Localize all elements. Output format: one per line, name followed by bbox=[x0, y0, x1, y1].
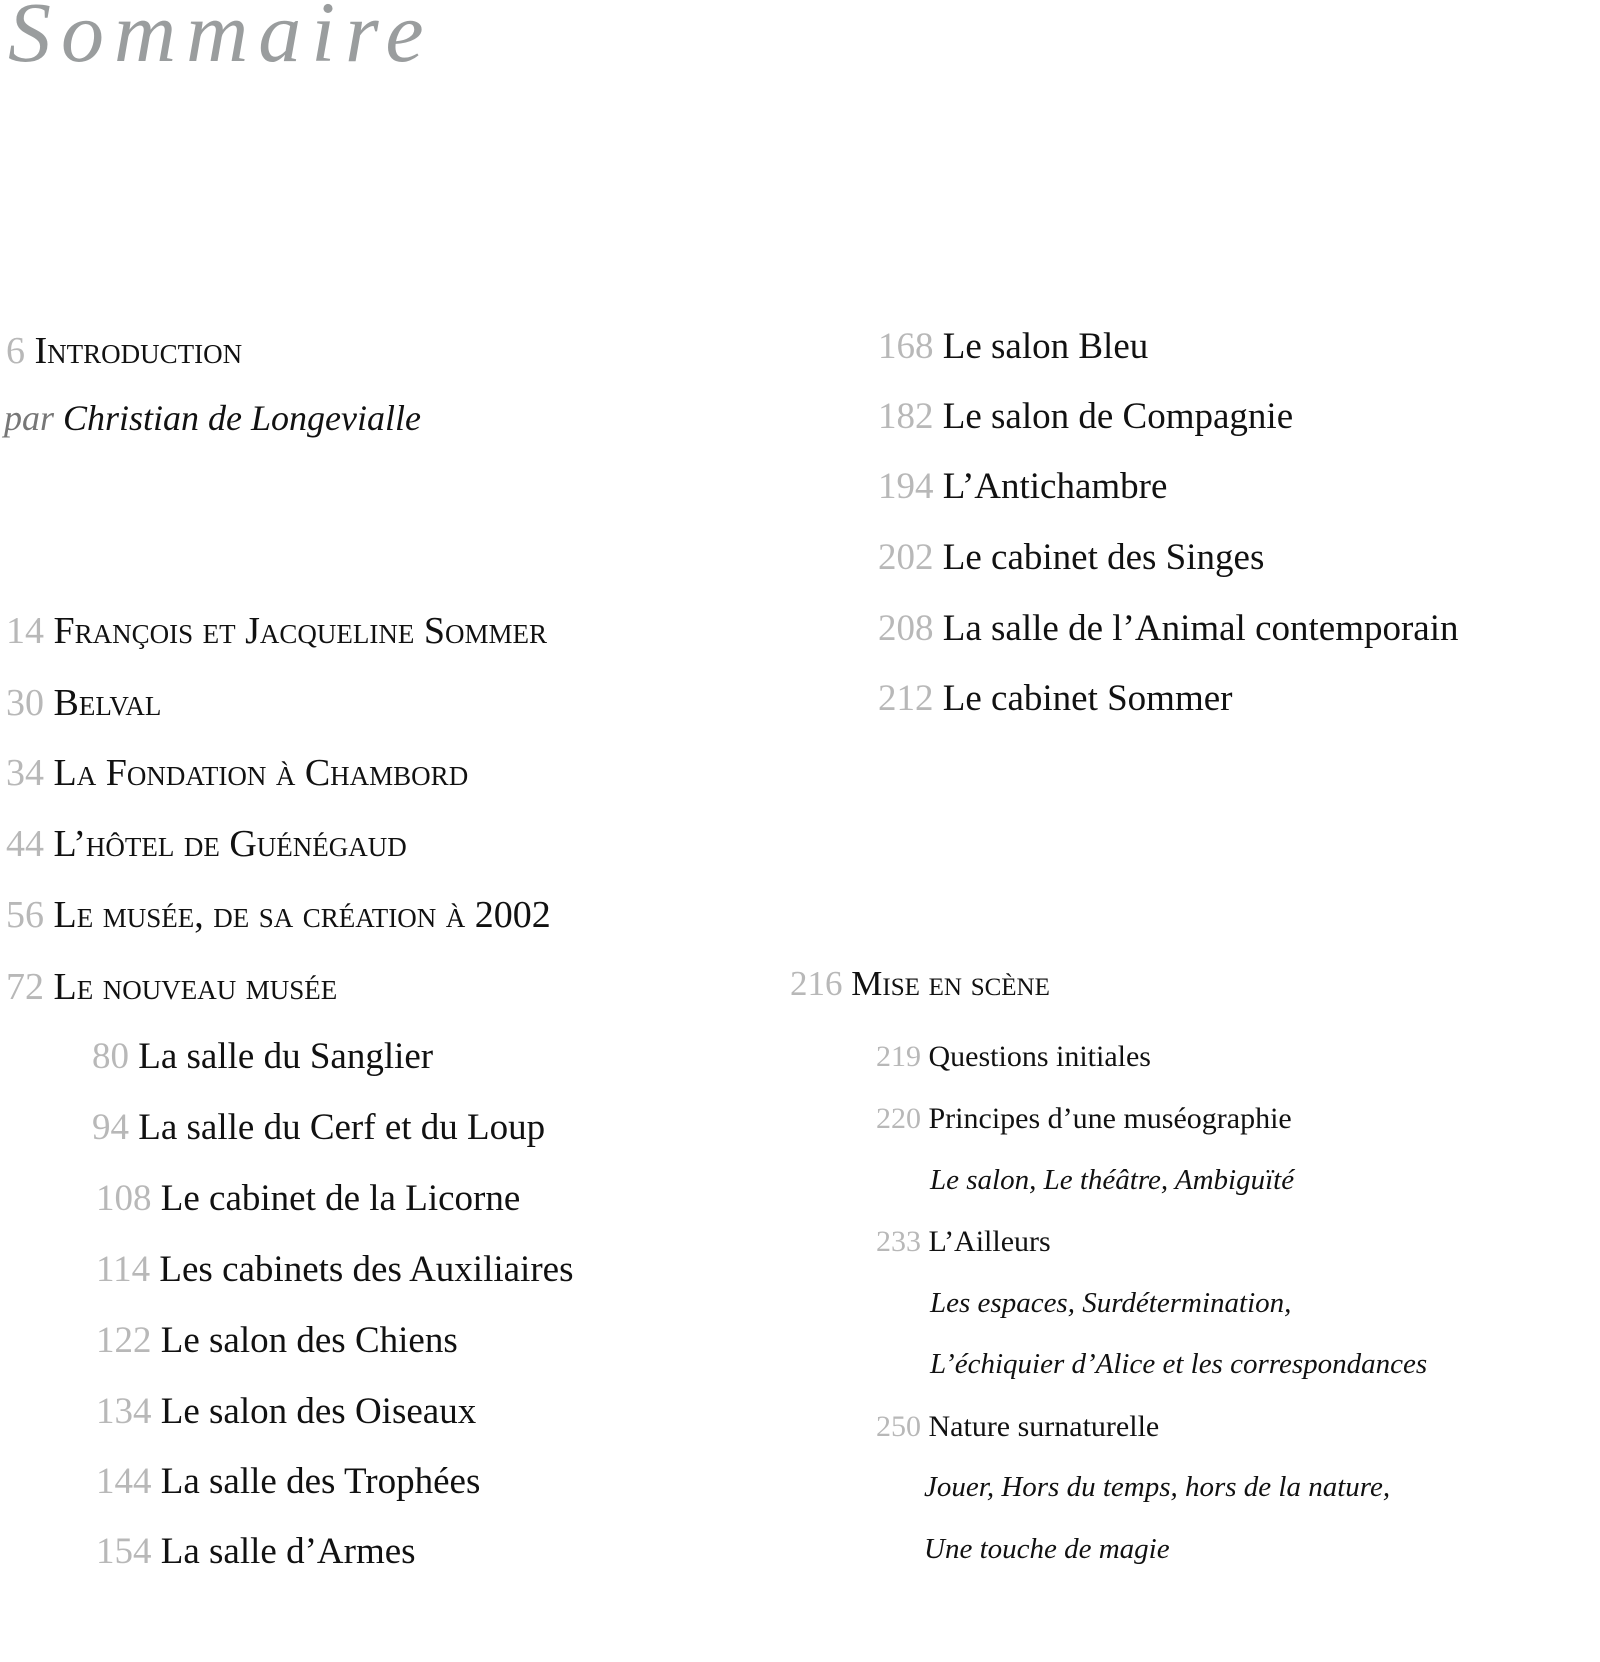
entry-label: Le musée, de sa création à 2002 bbox=[53, 894, 551, 936]
page-title: Sommaire bbox=[8, 0, 434, 80]
byline-prefix: par bbox=[4, 398, 55, 438]
page-number: 122 bbox=[96, 1320, 152, 1361]
toc-room[interactable] bbox=[96, 1393, 476, 1430]
entry-label: La salle du Cerf et du Loup bbox=[138, 1107, 546, 1148]
entry-label: La salle d’Armes bbox=[160, 1531, 416, 1572]
page-number: 208 bbox=[878, 608, 934, 649]
toc-section[interactable] bbox=[876, 1104, 1292, 1134]
toc-room[interactable] bbox=[96, 1251, 573, 1288]
page-number: 6 bbox=[6, 330, 25, 372]
entry-label: Le cabinet de la Licorne bbox=[160, 1178, 521, 1219]
toc-section[interactable] bbox=[876, 1412, 1159, 1442]
page-number: 44 bbox=[6, 823, 44, 865]
entry-label: Questions initiales bbox=[928, 1040, 1151, 1073]
entry-label: Nature surnaturelle bbox=[928, 1410, 1160, 1443]
page-number: 144 bbox=[96, 1461, 152, 1502]
page-number: 154 bbox=[96, 1531, 152, 1572]
page-number: 216 bbox=[790, 964, 843, 1003]
toc-room[interactable] bbox=[96, 1180, 520, 1217]
toc-room[interactable] bbox=[878, 398, 1293, 435]
toc-room[interactable] bbox=[878, 468, 1167, 505]
page-number: 14 bbox=[6, 610, 44, 652]
entry-label: Le salon des Oiseaux bbox=[160, 1391, 477, 1432]
page-number: 212 bbox=[878, 678, 934, 719]
page-number: 194 bbox=[878, 466, 934, 507]
toc-room[interactable] bbox=[878, 539, 1264, 576]
toc-room[interactable] bbox=[878, 610, 1459, 647]
page-number: 56 bbox=[6, 894, 44, 936]
entry-label: François et Jacqueline Sommer bbox=[53, 610, 548, 652]
page-number: 114 bbox=[96, 1249, 151, 1290]
page-number: 220 bbox=[876, 1102, 921, 1135]
entry-label: La salle de l’Animal contemporain bbox=[942, 608, 1459, 649]
toc-room[interactable] bbox=[96, 1533, 416, 1570]
toc-subtopics: L’échiquier d’Alice et les correspondances bbox=[930, 1348, 1428, 1380]
entry-label: L’Ailleurs bbox=[928, 1225, 1051, 1258]
byline-name: Christian de Longevialle bbox=[63, 398, 421, 438]
toc-room[interactable] bbox=[878, 328, 1148, 365]
page-number: 94 bbox=[92, 1107, 129, 1148]
toc-subtopics: Jouer, Hors du temps, hors de la nature, bbox=[924, 1471, 1391, 1503]
toc-entry-introduction[interactable] bbox=[6, 332, 242, 370]
toc-chapter[interactable] bbox=[6, 968, 337, 1006]
entry-label: La Fondation à Chambord bbox=[53, 752, 469, 794]
toc-room[interactable] bbox=[878, 680, 1232, 717]
toc-chapter[interactable] bbox=[6, 684, 161, 722]
entry-label: Le salon de Compagnie bbox=[942, 396, 1294, 437]
page-number: 34 bbox=[6, 752, 44, 794]
entry-label: Le salon Bleu bbox=[942, 326, 1149, 367]
toc-section[interactable] bbox=[876, 1227, 1051, 1257]
entry-label: Le cabinet Sommer bbox=[942, 678, 1233, 719]
page-number: 202 bbox=[878, 537, 934, 578]
toc-subtopics: Les espaces, Surdétermination, bbox=[930, 1287, 1292, 1319]
entry-label: Le nouveau musée bbox=[53, 966, 338, 1008]
toc-chapter[interactable] bbox=[6, 612, 547, 650]
toc-chapter[interactable] bbox=[6, 825, 407, 863]
toc-subtopics: Le salon, Le théâtre, Ambiguïté bbox=[930, 1164, 1295, 1196]
page-number: 219 bbox=[876, 1040, 921, 1073]
toc-room[interactable] bbox=[92, 1109, 545, 1146]
toc-subtopics: Une touche de magie bbox=[924, 1533, 1170, 1565]
entry-label: Mise en scène bbox=[851, 964, 1050, 1003]
page-number: 250 bbox=[876, 1410, 921, 1443]
entry-label: Principes d’une muséographie bbox=[928, 1102, 1292, 1135]
toc-section[interactable] bbox=[876, 1042, 1151, 1072]
entry-label: Le salon des Chiens bbox=[160, 1320, 458, 1361]
entry-label: Belval bbox=[53, 682, 162, 724]
toc-room[interactable] bbox=[96, 1463, 480, 1500]
page-number: 134 bbox=[96, 1391, 152, 1432]
toc-chapter[interactable] bbox=[6, 896, 551, 934]
entry-label: L’Antichambre bbox=[942, 466, 1168, 507]
entry-label: La salle du Sanglier bbox=[138, 1036, 434, 1077]
toc-chapter[interactable] bbox=[6, 754, 468, 792]
entry-label: Introduction bbox=[34, 330, 243, 372]
entry-label: Les cabinets des Auxiliaires bbox=[159, 1249, 574, 1290]
page-number: 30 bbox=[6, 682, 44, 724]
entry-label: L’hôtel de Guénégaud bbox=[53, 823, 407, 865]
entry-label: La salle des Trophées bbox=[160, 1461, 481, 1502]
page-number: 168 bbox=[878, 326, 934, 367]
page-number: 233 bbox=[876, 1225, 921, 1258]
entry-label: Le cabinet des Singes bbox=[942, 537, 1265, 578]
toc-room[interactable] bbox=[92, 1038, 433, 1075]
page-number: 108 bbox=[96, 1178, 152, 1219]
toc-chapter-mise-en-scene[interactable] bbox=[790, 966, 1050, 1001]
page-number: 182 bbox=[878, 396, 934, 437]
page-number: 80 bbox=[92, 1036, 129, 1077]
byline bbox=[4, 400, 421, 436]
page-number: 72 bbox=[6, 966, 44, 1008]
toc-room[interactable] bbox=[96, 1322, 458, 1359]
